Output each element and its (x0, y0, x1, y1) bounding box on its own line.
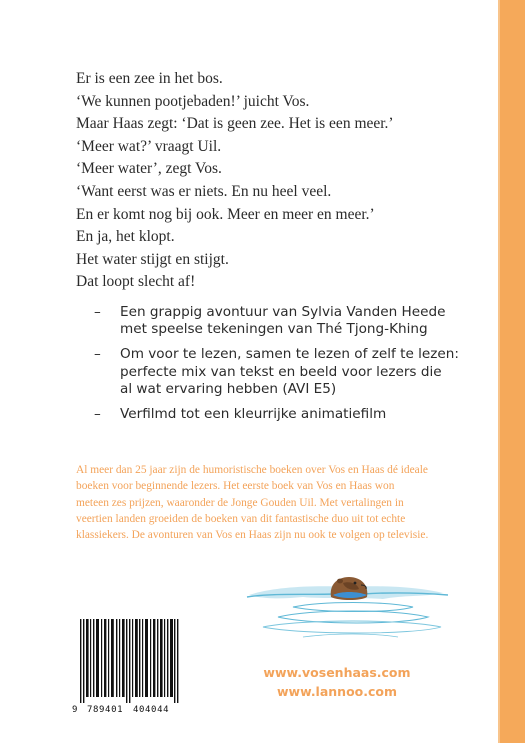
isbn-group-left: 789401 (87, 705, 124, 715)
beaver-swimming-illustration (243, 573, 453, 643)
feature-item (94, 304, 474, 338)
promo-line: boeken voor beginnende lezers. Het eerste boek van Vos en Haas won (76, 480, 395, 493)
isbn-first-digit: 9 (72, 705, 78, 715)
story-blurb (76, 68, 486, 294)
feature-item (94, 346, 474, 398)
dash-marker: – (94, 304, 101, 320)
story-line: Het water stijgt en stijgt. (76, 250, 229, 268)
dash-marker: – (94, 346, 101, 363)
story-line: ‘Meer water’, zegt Vos. (76, 160, 222, 178)
story-line: Er is een zee in het bos. (76, 70, 223, 87)
promo-line: Al meer dan 25 jaar zijn de humoristische boeken over Vos en Haas dé ideale (76, 464, 428, 476)
feature-line: al wat ervaring hebben (AVI E5) (120, 380, 337, 397)
story-line: ‘Want eerst was er niets. En nu heel veel. (76, 182, 332, 200)
promo-line: klassiekers. De avonturen van Vos en Haas zijn nu ook te volgen op televisie. (76, 529, 429, 542)
story-line: En er komt nog bij ook. Meer en meer en meer.’ (76, 205, 375, 223)
website-vosenhaas[interactable]: www.vosenhaas.com (263, 665, 411, 680)
series-description (76, 462, 476, 543)
feature-list (94, 304, 474, 431)
orange-spine (500, 0, 525, 743)
story-line: Maar Haas zegt: ‘Dat is geen zee. Het is een meer.’ (76, 115, 394, 133)
feature-line: Een grappig avontuur van Sylvia Vanden Heede (120, 304, 446, 320)
promo-line: veertien landen groeiden de boeken van dit fantastische duo uit tot echte (76, 512, 406, 525)
feature-line: met speelse tekeningen van Thé Tjong-Khing (120, 321, 428, 338)
website-links (262, 663, 412, 701)
feature-line: Om voor te lezen, samen te lezen of zelf te lezen: (120, 346, 459, 363)
story-line: ‘We kunnen pootjebaden!’ juicht Vos. (76, 92, 310, 110)
story-line: ‘Meer wat?’ vraagt Uil. (76, 137, 222, 155)
isbn-barcode (72, 619, 188, 715)
promo-line: meteen zes prijzen, waaronder de Jonge Gouden Uil. Met vertalingen in (76, 496, 404, 509)
feature-line: Verfilmd tot een kleurrijke animatiefilm (120, 406, 387, 423)
story-line: En ja, het klopt. (76, 228, 175, 246)
story-line: Dat loopt slecht af! (76, 273, 196, 291)
website-lannoo[interactable]: www.lannoo.com (276, 684, 398, 699)
isbn-group-right: 404044 (133, 705, 170, 715)
feature-line: perfecte mix van tekst en beeld voor lezers die (120, 363, 442, 380)
dash-marker: – (94, 406, 101, 423)
feature-item (94, 406, 474, 423)
